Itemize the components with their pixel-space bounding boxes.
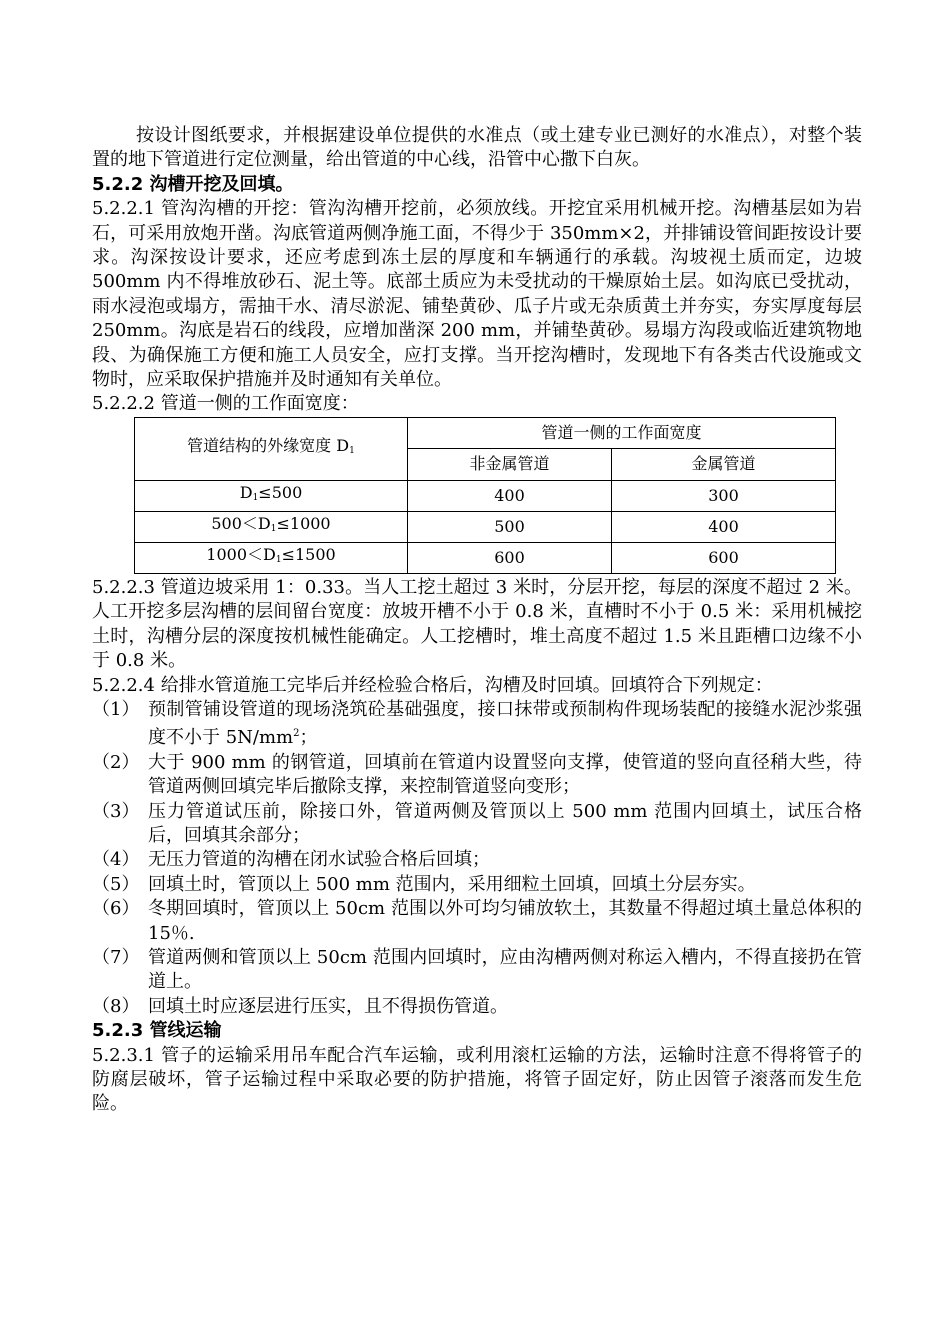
section-heading-5-2-3: [92, 1019, 862, 1043]
list-item-number: （2）: [92, 751, 140, 773]
paragraph-5-2-2-2: 5.2.2.2 管道一侧的工作面宽度：: [92, 393, 359, 415]
table-cell-metal: 600: [612, 542, 836, 573]
list-item-number: （1）: [92, 698, 140, 720]
table-cell-range: $500<D_1\le 1000$: [135, 511, 408, 542]
paragraph-5-2-2-1: 5.2.2.1 管沟沟槽的开挖：管沟沟槽开挖前，必须放线。开挖宜采用机械开挖。沟槽基层如为岩石，可采用放炮开凿。沟底管道两侧净施工面，不得少于 350mm×2，并排铺设管间距按设计要求。沟深按设计要求，还应考虑到冻土层的厚度和车辆通行的承载。沟坡视土质而定，边坡 500mm 内不得堆放砂石、泥土等。底部土质应为未受扰动的干燥原始土层。如沟底已受扰动，雨水浸泡或塌方，需抽干水、清尽淤泥、铺垫黄砂、瓜子片或无杂质黄土并夯实，夯实厚度每层 250mm。沟底是岩石的线段，应增加凿深 200 mm，并铺垫黄砂。易塌方沟段或临近建筑物地段、为确保施工方便和施工人员安全，应打支撑。当开挖沟槽时，发现地下有各类古代设施或文物时，应采取保护措施并及时通知有关单位。: [92, 198, 862, 391]
table-cell-nonmetal: 500: [408, 511, 612, 542]
backfill-rules-list: [92, 698, 862, 1019]
paragraph-5-2-2-4: 5.2.2.4 给排水管道施工完毕后并经检验合格后，沟槽及时回填。回填符合下列规定：: [92, 674, 773, 696]
table-header-group: 管道一侧的工作面宽度: [408, 417, 836, 449]
paragraph-5-2-3-1: 5.2.3.1 管子的运输采用吊车配合汽车运输，或利用滚杠运输的方法，运输时注意不得将管子的防腐层破坏，管子运输过程中采取必要的防护措施，将管子固定好，防止因管子滚落而发生危险。: [92, 1044, 862, 1115]
list-item-text: 回填土时应逐层进行压实，且不得损伤管道。: [148, 995, 508, 1017]
list-item-number: （3）: [92, 800, 140, 822]
section-number: 5.2.2: [92, 173, 144, 195]
table-header-row: [135, 417, 836, 449]
section-title: 沟槽开挖及回填。: [149, 173, 294, 195]
table-header-nonmetal: 非金属管道: [408, 449, 612, 481]
table-cell-metal: 300: [612, 480, 836, 511]
table-row: [135, 480, 836, 511]
table-cell-metal: 400: [612, 511, 836, 542]
list-item: [92, 848, 862, 872]
list-item-text: 回填土时，管顶以上 500 mm 范围内，采用细粒土回填，回填土分层夯实。: [148, 873, 756, 895]
list-item: [92, 995, 862, 1019]
list-item-text: 冬期回填时，管顶以上 50cm 范围以外可均匀铺放软土，其数量不得超过填土量总体积的 15％.: [148, 898, 862, 944]
section-number: 5.2.3: [92, 1020, 144, 1042]
list-item-number: （7）: [92, 946, 140, 968]
list-item: [92, 873, 862, 897]
table-cell-nonmetal: 400: [408, 480, 612, 511]
table-cell-range: $1000<D_1\le 1500$: [135, 542, 408, 573]
list-item: [92, 751, 862, 800]
table-row: [135, 511, 836, 542]
section-title: 管线运输: [149, 1020, 222, 1042]
list-item-text: 管道两侧和管顶以上 50cm 范围内回填时，应由沟槽两侧对称运入槽内，不得直接扔在管道上。: [148, 946, 862, 993]
table-header-metal: 金属管道: [612, 449, 836, 481]
intro-paragraph: 按设计图纸要求，并根据建设单位提供的水准点（或土建专业已测好的水准点），对整个装置的地下管道进行定位测量，给出管道的中心线，沿管中心撒下白灰。: [92, 125, 862, 171]
list-item: [92, 800, 862, 849]
list-item: [92, 946, 862, 995]
paragraph-5-2-2-3: 5.2.2.3 管道边坡采用 1：0.33。当人工挖土超过 3 米时，分层开挖，每层的深度不超过 2 米。人工开挖多层沟槽的层间留台宽度：放坡开槽不小于 0.8 米，直槽时不小于 0.5 米：采用机械挖土时，沟槽分层的深度按机械性能确定。人工挖槽时，堆土高度不超过 1.5 米且距槽口边缘不小于 0.8 米。: [92, 576, 862, 672]
section-heading-5-2-2: [92, 173, 862, 197]
table-cell-nonmetal: 600: [408, 542, 612, 573]
list-item-number: （8）: [92, 995, 140, 1017]
list-item-number: （6）: [92, 898, 140, 920]
list-item-text: 无压力管道的沟槽在闭水试验合格后回填；: [148, 849, 490, 871]
list-item-text: 预制管铺设管道的现场浇筑砼基础强度，接口抹带或预制构件现场装配的接缝水泥沙浆强度不小于 $5N/mm^2$；: [148, 698, 862, 749]
list-item-number: （4）: [92, 849, 140, 871]
work-width-table: [134, 417, 836, 574]
table-header-outer-width: 管道结构的外缘宽度 $D_1$: [135, 417, 408, 480]
list-item-text: 压力管道试压前，除接口外，管道两侧及管顶以上 500 mm 范围内回填土，试压合格后，回填其余部分；: [148, 800, 862, 846]
table-row: [135, 542, 836, 573]
list-item: [92, 897, 862, 946]
list-item-text: 大于 900 mm 的钢管道，回填前在管道内设置竖向支撑，使管道的竖向直径稍大些，待管道两侧回填完毕后撤除支撑，来控制管道竖向变形；: [148, 751, 862, 798]
document-page: [92, 124, 862, 1117]
list-item-number: （5）: [92, 873, 140, 895]
table-cell-range: $D_1\le 500$: [135, 480, 408, 511]
list-item: [92, 698, 862, 751]
